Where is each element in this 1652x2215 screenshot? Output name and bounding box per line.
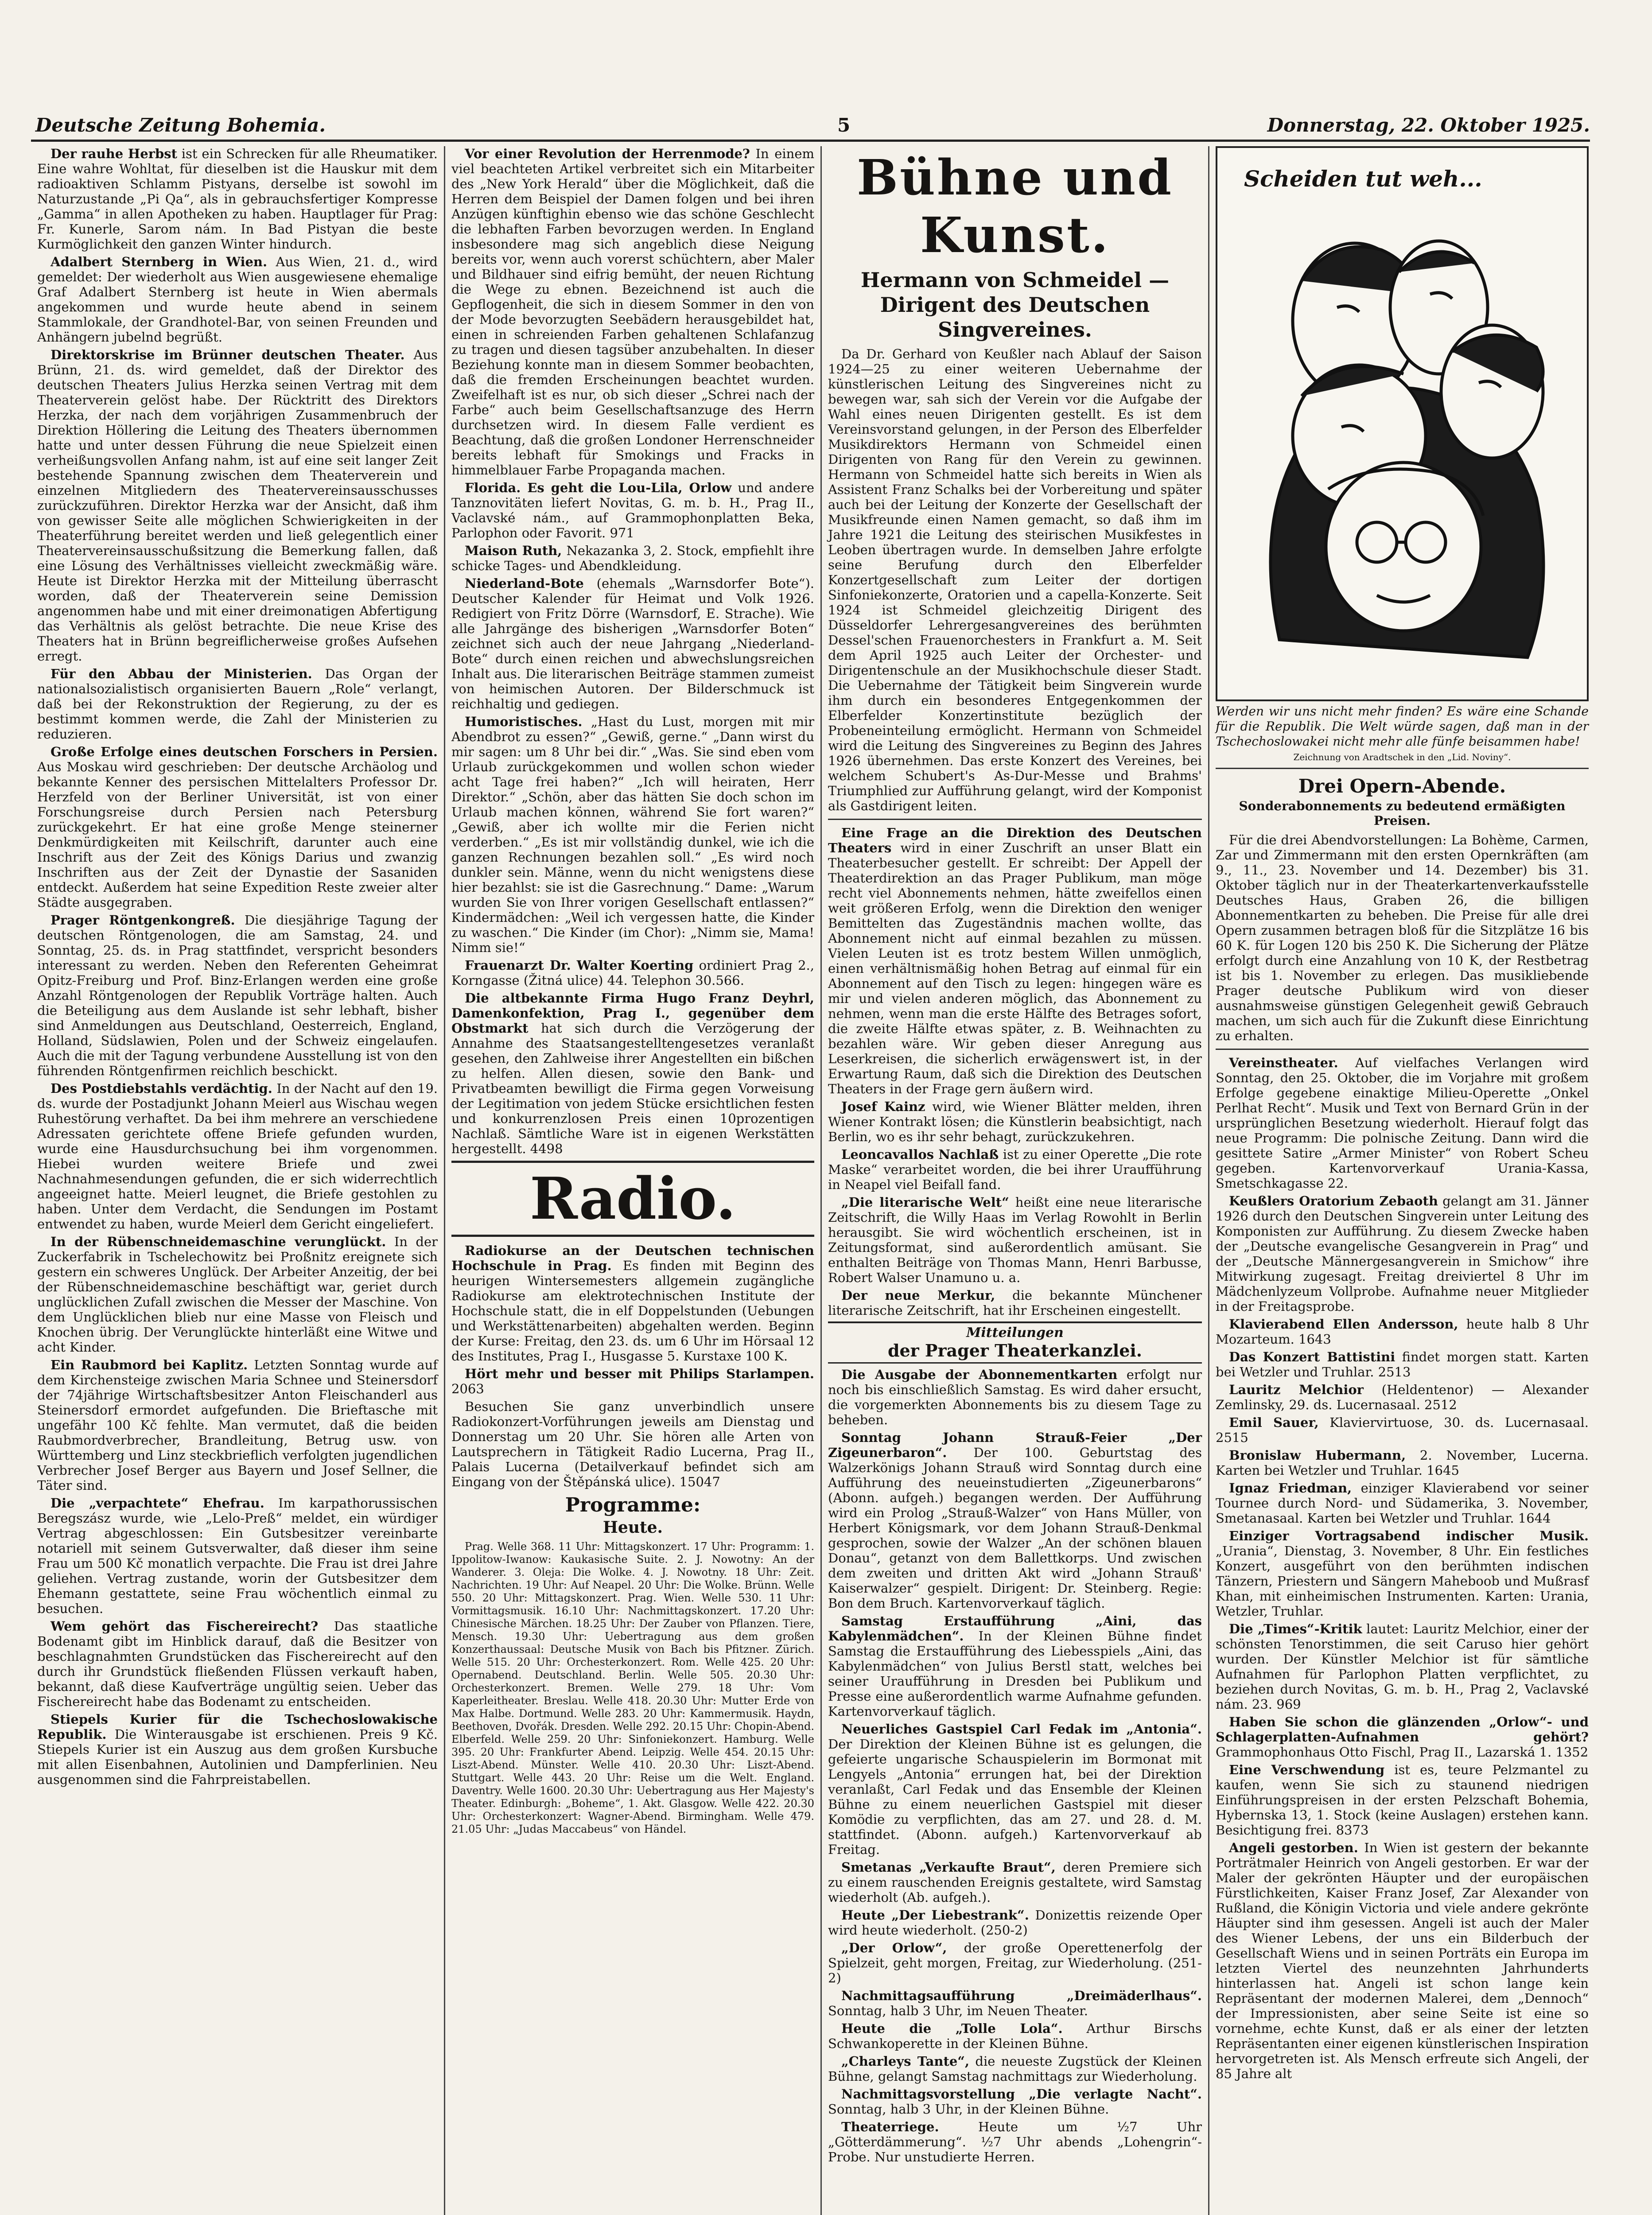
article (1216, 1762, 1589, 1838)
article-headline: Große Erfolge eines deutschen Forschers in Persien. (51, 744, 438, 759)
article-body: Der 100. Geburtstag des Walzerkönigs Johann Strauß wird Sonntag durch eine Aufführung des neueinstudierten „Zigeunerbarons“ (Abonn. aufgeh.) begangen werden. Der Aufführung wird ein Prolog „Strauß-Walzer“ von Hans Müller, von Herbert Königsmark, vor dem Johann Strauß-Denkmal gesprochen, sowie der Walzer „An der schönen blauen Donau“, getanzt von dem Ballettkorps. Und zwischen dem zweiten und dritten Akt wird „Johann Strauß' Kaiserwalzer“ gespielt. Dirigent: Dr. Steinberg. Regie: Bon dem Bruch. Kartenvorverkauf täglich. (828, 1445, 1202, 1611)
article-body: Das Organ der nationalsozialistisch organisierten Bauern „Role“ verlangt, daß bei der Rekonstruktion der Regierung, zu der es bestimmt kommen werde, die Zahl der Ministerien zu reduzieren. (37, 666, 438, 742)
article-headline: Heute die „Tolle Lola“. (841, 2021, 1063, 2036)
article-headline: Smetanas „Verkaufte Braut“, (841, 1860, 1056, 1875)
article (1216, 1415, 1589, 1445)
article (37, 1712, 438, 1787)
article (37, 347, 438, 664)
article (1216, 1840, 1589, 2081)
article-headline: Stiepels Kurier für die Tschechoslowakische Republik. (37, 1712, 438, 1742)
article-headline: Angeli gestorben. (1229, 1840, 1358, 1855)
article-headline: Die „verpachtete“ Ehefrau. (51, 1496, 264, 1511)
article (828, 1940, 1202, 1986)
article-body: Nekazanka 3, 2. Stock, empfiehlt ihre schicke Tages- und Abendkleidung. (451, 543, 814, 573)
article (451, 991, 814, 1156)
mitteilungen-title: Mitteilungen (966, 1325, 1064, 1341)
article (37, 744, 438, 910)
article-body: Die diesjährige Tagung der deutschen Röntgenologen, die am Samstag, 24. und Sonntag, 25. ds. in Prag stattfindet, verspricht besonders interessant zu werden. Neben den Referenten Geheimrat Opitz-Freiburg und Prof. Binz-Erlangen werden eine große Anzahl Röntgenologen der Republik Vorträge halten. Auch die Beteiligung aus dem Auslande ist sehr lebhaft, bisher sind Anmeldungen aus Deutschland, Oesterreich, England, Holland, Südslawien, Polen und der Schweiz eingelaufen. Auch die mit der Tagung verbundene Ausstellung ist von den führenden Röntgenfirmen reichlich beschickt. (37, 913, 438, 1078)
article-headline: Vor einer Revolution der Herrenmode? (465, 146, 750, 161)
article-body: findet morgen statt. Karten bei Wetzler und Truhlar. 2513 (1216, 1349, 1589, 1380)
article (828, 1430, 1202, 1611)
article-headline: Eine Verschwendung (1229, 1762, 1385, 1777)
article-headline: Heute „Der Liebestrank“. (841, 1908, 1029, 1923)
article-body: Das staatliche Bodenamt gibt im Hinblick darauf, daß die Besitzer von beschlagnahmten Grundstücken das Fischereirecht auf den durch ihr Grundstück fließenden Flüssen verkauft haben, bekannt, daß diese Kaufverträge ungültig seien. Ueber das Fischereirecht habe das Bodenamt zu entscheiden. (37, 1619, 438, 1709)
article-body: ist es, teure Pelzmantel zu kaufen, wenn Sie sich zu staunend niedrigen Einführungspreisen in der ersten Pelzschaft Bohemia, Hybernska 13, 1. Stock (keine Auslagen) erstehen kann. Besichtigung frei. 8373 (1216, 1762, 1589, 1838)
article-headline: Sonntag Johann Strauß-Feier „Der Zigeunerbaron“. (828, 1430, 1202, 1460)
article-body: heute halb 8 Uhr Mozarteum. 1643 (1216, 1317, 1589, 1347)
masthead-title: Deutsche Zeitung Bohemia. (35, 114, 326, 136)
article-headline: Das Konzert Battistini (1229, 1349, 1395, 1364)
article-body: (Heldentenor) — Alexander Zemlinsky, 29. ds. Lucernasaal. 2512 (1216, 1382, 1589, 1412)
article-body: der große Operettenerfolg der Spielzeit, geht morgen, Freitag, zur Wiederholung. (251-2) (828, 1940, 1202, 1986)
article-headline: Klavierabend Ellen Andersson, (1229, 1317, 1458, 1332)
article-body: Arthur Birschs Schwankoperette in der Kleinen Bühne. (828, 2021, 1202, 2051)
article-body: Aus Moskau wird geschrieben: Der deutsche Archäolog und bekannte Kenner des persischen Mittelalters Professor Dr. Herzfeld von der Berliner Universität, ist von einer Forschungsreise durch Persien nach Petersburg zurückgekehrt. Er hat eine große Menge steinerner Denkmürdigkeiten mit Keilschrift, darunter auch eine Inschrift aus der Zeit des Königs Darius und zwanzig Inschriften aus der Zeit der Dynastie der Sasaniden entdeckt. Außerdem hat seine Expedition Reste zweier alter Städte ausgegraben. (37, 759, 438, 910)
radio-intro: Radiokurse an der Deutschen technischen Hochschule in Prag. Es finden mit Beginn des heurigen Wintersemesters allgemein zugängliche Radiokurse am elektrotechnischen Institute der Hochschule statt, die in elf Doppelstunden (Uebungen und Werkstättenarbeiten) abgehalten werden. Beginn der Kurse: Freitag, den 23. ds. um 6 Uhr im Hörsaal 12 des Institutes, Prag I., Husgasse 5. Kurstaxe 100 K. (451, 1243, 814, 1364)
article-headline: Humoristisches. (465, 714, 583, 729)
article-headline: Emil Sauer, (1229, 1415, 1319, 1430)
article-body: einziger Klavierabend vor seiner Tournee durch Nord- und Südamerika, 3. November, Smetanasaal. Karten bei Wetzler und Truhlar. 1644 (1216, 1481, 1589, 1526)
article-body: erfolgt nur noch bis einschließlich Samstag. Es wird daher ersucht, die vorgemerkten Abonnements bis zu diesem Tage zu beheben. (828, 1367, 1202, 1427)
article (37, 1619, 438, 1709)
section-title-buehne: Bühne und Kunst. (856, 149, 1174, 264)
article-headline: Samstag Erstaufführung „Aini, das Kabylenmädchen“. (828, 1613, 1202, 1644)
opera-box-subtitle: Sonderabonnements zu bedeutend ermäßigten Preisen. (1239, 799, 1566, 828)
article-body: In der Zuckerfabrik in Tschelechowitz bei Proßnitz ereignete sich gestern ein schweres Unglück. Der Arbeiter Anzeitig, der bei der Rübenschneidemaschine beschäftigt war, geriet durch unglücklichen Zufall zwischen die Messer der Maschine. Von dem Unglücklichen blieb nur eine Masse von Fleisch und Knochen übrig. Der Verunglückte hinterläßt eine Witwe und acht Kinder. (37, 1234, 438, 1355)
article (1216, 1528, 1589, 1619)
article-headline: Für den Abbau der Ministerien. (51, 666, 312, 681)
article (1216, 1382, 1589, 1412)
article (451, 146, 814, 478)
lead-article-title: Hermann von Schmeidel — Dirigent des Deutschen Singvereines. (860, 268, 1170, 342)
radio-section-title: Radio. (451, 1161, 814, 1237)
cartoon-drawing (1244, 206, 1563, 684)
article (451, 480, 814, 540)
article (1216, 1481, 1589, 1526)
column-2 (445, 146, 822, 2215)
article-headline: Niederland-Bote (465, 576, 584, 591)
article-headline: Haben Sie schon die glänzenden „Orlow“- und Schlagerplatten-Aufnahmen gehört? (1216, 1714, 1589, 1745)
article (1216, 1621, 1589, 1712)
article-headline: Nachmittagsaufführung „Dreimäderlhaus“. (841, 1988, 1202, 2003)
mitteilungen-header (828, 1321, 1202, 1364)
article-body: Aus Wien, 21. d., wird gemeldet: Der wiederholt aus Wien ausgewiesene ehemalige Graf Adalbert Sternberg ist heute in Wien abermals angekommen und wurde heute abend in seinem Stammlokale, der Grandhotel-Bar, von seinen Freunden und Anhängern jubelnd begrüßt. (37, 254, 438, 345)
article-headline: Der neue Merkur, (841, 1288, 995, 1303)
article (37, 1234, 438, 1355)
article-headline: Vereinstheater. (1229, 1055, 1338, 1070)
article-headline: Prager Röntgenkongreß. (51, 913, 235, 928)
article-headline: Keußlers Oratorium Zebaoth (1229, 1193, 1438, 1209)
article-body: lautet: Lauritz Melchior, einer der schönsten Tenorstimmen, die seit Caruso hier gehört wurden. Der Künstler Melchior ist für sämtliche Aufnahmen für Parlophon Platten verpflichtet, zu beziehen durch Novitas, G. m. b. H., Prag 2, Vaclavské nám. 23. 969 (1216, 1621, 1589, 1712)
article (828, 1195, 1202, 1285)
article-body: In der Nacht auf den 19. ds. wurde der Postadjunkt Johann Meierl aus Wischau wegen Ruhestörung verhaftet. Da bei ihm mehrere an verschiedene Adressaten gerichtete offene Briefe gefunden wurden, wurde eine Hausdurchsuchung bei ihm vorgenommen. Hiebei wurden weitere Briefe und zwei Nachnahmesendungen gefunden, die er sich widerrechtlich angeeignet hatte. Meierl leugnet, die Briefe gestohlen zu haben. Unter dem Verdacht, die Sendungen im Postamt entwendet zu haben, wurde Meierl dem Gericht eingeliefert. (37, 1081, 438, 1232)
article-body: In einem viel beachteten Artikel verbreitet sich ein Mitarbeiter des „New York Herald“ über die Möglichkeit, daß die Herren dem Beispiel der Damen folgen und bei ihren Anzügen künftighin ebenso wie das schöne Geschlecht die lebhaften Farben bevorzugen werden. In England insbesondere mag sich angeblich diese Neigung bereits vor, wenn auch vorerst schüchtern, aber Maler und Bildhauer sind eifrig bemüht, der neuen Richtung die Wege zu ebnen. Bezeichnend ist auch die Gepflogenheit, die sich in diesem Sommer in den von der Mode bevorzugten Seebädern herausgebildet hat, einen in schreienden Farben gehaltenen Schlafanzug zu tragen und diesen tagsüber anzubehalten. In dieser Beziehung konnte man in diesem Sommer beobachten, daß die fremden Erscheinungen beachtet wurden. Zweifelhaft ist es nur, ob sich dieser „Schrei nach der Farbe“ auch beim Gesellschaftsanzuge des Herrn durchsetzen wird. In diesem Falle verdient es Beachtung, daß die großen Londoner Herrenschneider bereits lebhaft für Smokings und Fracks in himmelblauer Farbe Propaganda machen. (451, 146, 814, 478)
page-number: 5 (837, 114, 851, 136)
article-headline: Der rauhe Herbst (51, 146, 177, 161)
article-body: und andere Tanznovitäten liefert Novitas, G. m. b. H., Prag II., Vaclavské nám., auf Grammophonplatten Beka, Parlophon oder Favorit. 971 (451, 480, 814, 540)
article-headline: „Charleys Tante“, (841, 2054, 970, 2069)
article (828, 1908, 1202, 1938)
article-body: Die Winterausgabe ist erschienen. Preis 9 Kč. Stiepels Kurier ist ein Auszug aus dem großen Kursbuche mit allen Eisenbahnen, Autolinien und Dampferlinien. Neu ausgenommen sind die Fahrpreistabellen. (37, 1727, 438, 1787)
article-body: Aus Brünn, 21. ds. wird gemeldet, daß der Direktor des deutschen Theaters Julius Herzka seinen Vertrag mit dem Theaterverein gelöst habe. Der Rücktritt des Direktors Herzka, der nach dem vorjährigen Zusammenbruch der Direktion Höllering die Leitung des Theaters übernommen hatte und unter dessen Führung die neue Spielzeit einen verheißungsvollen Anfang nahm, ist auf eine seit langer Zeit bestehende Spannung zwischen dem Theaterverein und einzelnen Mitgliedern des Theatervereinsausschusses zurückzuführen. Direktor Herzka war der Ansicht, daß ihm von gewisser Seite alle möglichen Schwierigkeiten in der Theaterführung bereitet werden und ließ gelegentlich einer Theatervereinsausschußsitzung die Bemerkung fallen, daß eine Lösung des Verhältnisses vielleicht zweckmäßig wäre. Heute ist Direktor Herzka mit der Mitteilung überrascht worden, daß der Theaterverein seine Demission angenommen habe und mit einer dreimonatigen Abfertigung das Verhältnis als gelöst betrachte. Die neue Krise des Theaters hat in Brünn begreiflicherweise großes Aufsehen erregt. (37, 347, 438, 664)
article-body: die bekannte Münchener literarische Zeitschrift, hat ihr Erscheinen eingestellt. (828, 1288, 1202, 1318)
article (828, 1721, 1202, 1857)
article-body: Im karpathorussischen Beregszász wurde, wie „Lelo-Preß“ meldet, ein würdiger Vertrag abgeschlossen: Ein Gutsbesitzer vereinbarte notariell mit seinem Gutsverwalter, daß dieser ihm seine Frau um 500 Kč monatlich verpachte. Die Frau ist drei Jahre geliehen. Vertrag zustande, worin der Gutsbesitzer dem Ehemann gestattete, seine Frau wöchentlich einmal zu besuchen. (37, 1496, 438, 1616)
article-headline: In der Rübenschneidemaschine verunglückt. (51, 1234, 386, 1249)
article-headline: Die Ausgabe der Abonnementkarten (841, 1367, 1118, 1382)
mitteilungen-articles (828, 1367, 1202, 2164)
article (451, 576, 814, 711)
article (37, 146, 438, 252)
article-body: Der Direktion der Kleinen Bühne ist es gelungen, die gefeierte ungarische Schauspielerin im Bormonat mit Lengyels „Antonia“ errungen hat, bei der Direktion veranlaßt, Carl Fedak und das Ensemble der Kleinen Bühne zu einem neuerlichen Gastspiel mit dieser Komödie zu verpflichten, das am 27. und 28. d. M. stattfindet. (Abonn. aufgeh.) Kartenvorverkauf ab Freitag. (828, 1737, 1202, 1857)
article-body: die neueste Zugstück der Kleinen Bühne, gelangt Samstag nachmittags zur Wiederholung. (828, 2054, 1202, 2084)
article (37, 1496, 438, 1616)
cartoon-title: Scheiden tut weh... (1244, 166, 1482, 192)
article (828, 2054, 1202, 2084)
article-body: Heute um ½7 Uhr „Götterdämmerung“. ½7 Uhr abends „Lohengrin“-Probe. Nur unstudierte Herren. (828, 2119, 1202, 2164)
article-headline: Josef Kainz (841, 1099, 925, 1114)
article-headline: Florida. Es geht die Lou-Lila, Orlow (465, 480, 732, 495)
mitteilungen-subtitle: der Prager Theaterkanzlei. (887, 1341, 1143, 1360)
article (1216, 1193, 1589, 1314)
divider (1216, 1049, 1589, 1050)
article (828, 1613, 1202, 1719)
divider (1216, 768, 1589, 769)
article (828, 2087, 1202, 2117)
article-body: „Urania“, Dienstag, 3. November, 8 Uhr. Ein festliches Konzert, ausgeführt von den berühmten indischen Tänzern, Priestern und Sängern Maheboob und Mußrasf Khan, mit einheimischen Instrumenten. Karten: Urania, Wetzler, Truhlar. (1216, 1543, 1589, 1619)
article-headline: Frauenarzt Dr. Walter Koerting (465, 958, 694, 973)
article-headline: Wem gehört das Fischereirecht? (51, 1619, 319, 1634)
article-headline: Leoncavallos Nachlaß (841, 1147, 999, 1162)
column-3 (822, 146, 1209, 2215)
article (451, 714, 814, 955)
radio-philips: Hört mehr und besser mit Philips Starlampen. 2063 (451, 1366, 814, 1396)
article-body: 2. November, Lucerna. Karten bei Wetzler und Truhlar. 1645 (1216, 1448, 1589, 1478)
article (1216, 1349, 1589, 1380)
article (37, 666, 438, 742)
article-body: wird in einer Zuschrift an unser Blatt ein Theaterbesucher gestellt. Er schreibt: Der Appell der Theaterdirektion an das Prager Publikum, man möge recht viel Abonnements nehmen, hätte zweifellos einen weit größeren Erfolg, wenn die Direktion den weniger Bemittelten das Zugeständnis machen wollte, das Abonnement nicht auf einmal bezahlen zu müssen. Vielen Leuten ist es trotz bestem Willen unmöglich, einen verhältnismäßig hohen Betrag auf einmal für ein Abonnement auf den Tisch zu legen: hingegen wäre es mir und vielen anderen möglich, das Abonnement zu nehmen, wenn man die erste Hälfte des Betrages sofort, die zweite Hälfte etwas später, z. B. Weihnachten zu bezahlen wäre. Wir geben dieser Anregung aus Leserkreisen, die sicherlich erwägenswert ist, in der Erwartung Raum, daß sich die Direktion des Deutschen Theaters in der Frage gern äußern wird. (828, 840, 1202, 1096)
article-headline: Einziger Vortragsabend indischer Musik. (1229, 1528, 1589, 1543)
article (828, 1147, 1202, 1192)
divider (828, 819, 1202, 820)
article-headline: Adalbert Sternberg in Wien. (51, 254, 268, 269)
article (828, 1288, 1202, 1318)
column-4-articles (1216, 1055, 1589, 2081)
article-headline: Die „Times“-Kritik (1229, 1621, 1362, 1636)
article-headline: Maison Ruth, (465, 543, 562, 558)
article-headline: Neuerliches Gastspiel Carl Fedak im „Antonia“. (841, 1721, 1202, 1737)
article (451, 543, 814, 573)
article-body: In der Kleinen Bühne findet Samstag die Erstaufführung des Liebesspiels „Aini, das Kabylenmädchen“ von Julius Berstl statt, welches bei seiner Uraufführung in Dresden bei Publikum und Presse eine außerordentlich warme Aufnahme gefunden. Kartenvorverkauf täglich. (828, 1628, 1202, 1719)
article-body: deren Premiere sich zu einem rauschenden Ereignis gestaltete, wird Samstag wiederholt (Ab. aufgeh.). (828, 1860, 1202, 1905)
article-headline: „Der Orlow“, (841, 1940, 947, 1955)
article-body: heißt eine neue literarische Zeitschrift, die Willy Haas im Verlag Rowohlt in Berlin herausgibt. Sie wird wöchentlich erscheinen, ist in Zeitungsformat, sind außerordentlich amüsant. Sie enthalten Beiträge von Thomas Mann, Henri Barbusse, Robert Walser Unamuno u. a. (828, 1195, 1202, 1285)
article (451, 958, 814, 988)
article-body: „Hast du Lust, morgen mit mir Abendbrot zu essen?“ „Gewiß, gerne.“ „Dann wirst du mir sagen: um 8 Uhr bei dir.“ „Was. Sie sind eben vom Urlaub zurückgekommen und wollen schon wieder acht Tage frei haben?“ „Ich will heiraten, Herr Direktor.“ „Schön, aber das hätten Sie doch schon im Urlaub machen können, während Sie fort waren?“ „Gewiß, aber ich wollte mir die Ferien nicht verderben.“ „Es ist mir vollständig dunkel, wie ich die ganzen Rechnungen bezahlen soll.“ „Es wird noch dunkler sein. Männe, wenn du nicht wenigstens diese hier bezahlst: sie ist die Gasrechnung.“ Dame: „Warum wurden Sie von Ihrer vorigen Gesellschaft entlassen?“ Kindermädchen: „Weil ich vergessen hatte, die Kinder zu waschen.“ Die Kinder (im Chor): „Nimm sie, Mama! Nimm sie!“ (451, 714, 814, 955)
article-body: Auf vielfaches Verlangen wird Sonntag, den 25. Oktober, die im Vorjahre mit großem Erfolge gegebene einaktige Milieu-Operette „Onkel Perlhat Recht“. Musik und Text von Bernard Grün in der ursprünglichen Besetzung wiederholt. Hierauf folgt das neue Programm: Die polnische Zeitung. Dann wird die gesittete Satire „Armer Minister“ von Robert Scheu gegeben. Kartenvorverkauf Urania-Kassa, Smetschkagasse 22. (1216, 1055, 1589, 1191)
column-1 (31, 146, 445, 2215)
article-body: Sonntag, halb 3 Uhr, in der Kleinen Bühne. (828, 2102, 1109, 2117)
article-body: ist ein Schrecken für alle Rheumatiker. Eine wahre Wohltat, für dieselben ist die Hauskur mit dem radioaktiven Schlamm Pistyans, derselbe ist sowohl im Naturzustande „Pi Qa“, als in gebrauchsfertiger Kompresse „Gamma“ in allen Apotheken zu haben. Hauptlager für Prag: Fr. Kunerle, Sarom nám. In Bad Pistyan die beste Kurmöglichkeit den ganzen Winter hindurch. (37, 146, 438, 252)
article (1216, 1055, 1589, 1191)
opera-box-text: Für die drei Abendvorstellungen: La Bohème, Carmen, Zar und Zimmermann mit den ersten Opernkräften (am 9., 11., 23. November und 14. Dezember) bis 31. Oktober täglich nur in der Theaterkartenverkaufsstelle Deutsches Haus, Graben 26, die billigen Abonnementkarten zu beheben. Die Preise für alle drei Opern zusammen betragen bloß für die Sitzplätze 16 bis 60 K. für Logen 120 bis 250 K. Die Sicherung der Plätze erfolgt durch eine Anzahlung von 10 K, der Restbetrag ist bis 1. November zu erlegen. Das musikliebende Prager deutsche Publikum wird von dieser ausnahmsweise günstigen Gelegenheit gewiß Gebrauch machen, um sich auch für die Zukunft diese Einrichtung zu erhalten. (1216, 832, 1589, 1043)
article (828, 2119, 1202, 2164)
masthead (31, 104, 1590, 142)
article-headline: Des Postdiebstahls verdächtig. (51, 1081, 272, 1096)
article (828, 825, 1202, 1096)
article (828, 1988, 1202, 2018)
column-3-articles (828, 825, 1202, 1318)
article (37, 913, 438, 1078)
article (1216, 1448, 1589, 1478)
cartoon (1216, 146, 1589, 701)
article-body: (ehemals „Warnsdorfer Bote“). Deutscher Kalender für Heimat und Volk 1926. Redigiert von Fritz Dörre (Warnsdorf, E. Strache). Wie alle Jahrgänge des bisherigen „Warnsdorfer Boten“ zeichnet sich auch der neue Jahrgang „Niederland-Bote“ durch einen reichen und abwechslungsreichen Inhalt aus. Die literarischen Beiträge stammen zumeist von heimischen Autoren. Der Bilderschmuck ist reichhaltig und gediegen. (451, 576, 814, 711)
article-body: gelangt am 31. Jänner 1926 durch den Deutschen Singverein unter Leitung des Komponisten zur Aufführung. Zu diesem Zwecke haben der „Deutsche evangelische Gesangverein in Prag“ und der „Deutsche Männergesangverein in Smichow“ ihre Mitwirkung zugesagt. Freitag dreiviertel 8 Uhr im Mädchenlyzeum Vollprobe. Aufnahme neuer Mitglieder in der Freitagsprobe. (1216, 1193, 1589, 1314)
article (828, 2021, 1202, 2051)
programme-listing: Prag. Welle 368. 11 Uhr: Mittagskonzert. 17 Uhr: Programm: 1. Ippolitow-Iwanow: Kaukasische Suite. 2. J. Nowotny: An der Wanderer. 3. Oleja: Die Wolke. 4. J. Nowotny. 18 Uhr: Zeit. Nachrichten. 19 Uhr: Auf Neapel. 20 Uhr: Die Wolke. Brünn. Welle 550. 20 Uhr: Mittagskonzert. Prag. Wien. Welle 530. 11 Uhr: Vormittagsmusik. 16.10 Uhr: Nachmittagskonzert. 17.20 Uhr: Chinesische Märchen. 18.25 Uhr: Der Zauber von Pflanzen. Tiere, Mensch. 19.30 Uhr: Uebertragung aus dem großen Konzerthaussaal: Deutsche Musik von Bach bis Pfitzner. Zürich. Welle 515. 20 Uhr: Orchesterkonzert. Rom. Welle 425. 20 Uhr: Opernabend. Deutschland. Berlin. Welle 505. 20.30 Uhr: Orchesterkonzert. Bremen. Welle 279. 18 Uhr: Vom Kaperleitheater. Breslau. Welle 418. 20.30 Uhr: Mutter Erde von Max Halbe. Dortmund. Welle 283. 20 Uhr: Kammermusik. Haydn, Beethoven, Dvořák. Dresden. Welle 292. 20.15 Uhr: Chopin-Abend. Elberfeld. Welle 259. 20 Uhr: Sinfoniekonzert. Hamburg. Welle 395. 20 Uhr: Frankfurter Abend. Leipzig. Welle 454. 20.15 Uhr: Liszt-Abend. Münster. Welle 410. 20.30 Uhr: Liszt-Abend. Stuttgart. Welle 443. 20 Uhr: Reise um die Welt. England. Daventry. Welle 1600. 20.30 Uhr: Uebertragung aus Her Majesty's Theater. Edinburgh: „Boheme“, 1. Akt. Glasgow. Welle 422. 20.30 Uhr: Orchesterkonzert: Wagner-Abend. Birmingham. Welle 479. 21.05 Uhr: „Judas Maccabeus“ von Händel. (451, 1540, 815, 1835)
article-body: In Wien ist gestern der bekannte Porträtmaler Heinrich von Angeli gestorben. Er war der Maler der gekrönten Häupter und der europäischen Fürstlichkeiten, Kaiser Franz Josef, Zar Alexander von Rußland, die Königin Victoria und viele andere gekrönte Häupter sind ihm gesessen. Angeli ist auch der Maler des Wiener Lebens, der uns ein Bilderbuch der Gesellschaft Wiens und in seinen Porträts ein Europa im letzten Viertel des neunzehnten Jahrhunderts hinterlassen hat. Angeli ist schon lange kein Repräsentant der modernen Malerei, dem „Dennoch“ der Impressionisten, aber seine Seite ist eine so vornehme, echte Kunst, daß er als einer der letzten Repräsentanten einer eigenen künstlerischen Inspiration hervorgetreten ist. Als Mensch erfreute sich Angeli, der 85 Jahre alt (1216, 1840, 1589, 2081)
article-headline: Lauritz Melchior (1229, 1382, 1364, 1397)
programme-subtitle: Heute. (602, 1518, 663, 1537)
article (37, 1357, 438, 1493)
article-headline: Direktorskrise im Brünner deutschen Theater. (51, 347, 405, 362)
cartoon-caption: Werden wir uns nicht mehr finden? Es wäre eine Schande für die Republik. Die Welt würde sagen, daß man in der Tschechoslowakei nicht mehr alle fünfe beisammen habe! (1216, 704, 1589, 749)
column-2-articles (451, 146, 814, 1156)
article-headline: Nachmittagsvorstellung „Die verlagte Nacht“. (841, 2087, 1202, 2102)
radio-lucerna: Besuchen Sie ganz unverbindlich unsere Radiokonzert-Vorführungen jeweils am Dienstag und Donnerstag um 20 Uhr. Sie hören alle Arten von Lautsprechern in Tätigkeit Radio Lucerna, Prag II., Palais Lucerna (Detailverkauf befindet sich am Eingang von der Štěpánská ulice). 15047 (451, 1399, 814, 1489)
article-body: Donizettis reizende Oper wird heute wiederholt. (250-2) (828, 1908, 1202, 1938)
article-headline: „Die literarische Welt“ (841, 1195, 1009, 1210)
article-body: hat sich durch die Verzögerung der Annahme des Staatsangestelltengesetzes veranlaßt gesehen, den Zahlweise ihrer Angestellten ein bißchen zu helfen. Allen diesen, sowie den Bank- und Privatbeamten bewilligt die Firma gegen Vorweisung der Legitimation von jedem Stücke ersichtlichen festen und konkurrenzlosen Preis einen 10prozentigen Nachlaß. Sämtliche Ware ist in eigenen Werkstätten hergestellt. 4498 (451, 1021, 814, 1156)
column-4 (1209, 146, 1595, 2215)
article-headline: Theaterriege. (841, 2119, 939, 2134)
opera-box-title: Drei Opern-Abende. (1298, 775, 1506, 797)
article (828, 1099, 1202, 1144)
article (37, 1081, 438, 1232)
masthead-date: Donnerstag, 22. Oktober 1925. (1267, 114, 1590, 136)
programme-title: Programme: (565, 1494, 701, 1516)
article-body: Sonntag, halb 3 Uhr, im Neuen Theater. (828, 2003, 1088, 2018)
article-body: Klaviervirtuose, 30. ds. Lucernasaal. 2515 (1216, 1415, 1589, 1445)
article-headline: Die altbekannte Firma Hugo Franz Deyhrl, Damenkonfektion, Prag I., gegenüber dem Obstmarkt (451, 991, 814, 1036)
article (1216, 1714, 1589, 1760)
cartoon-credit: Zeichnung von Aradtschek in den „Lid. Noviny“. (1293, 752, 1511, 762)
article (37, 254, 438, 345)
article (828, 1367, 1202, 1427)
article (828, 1860, 1202, 1905)
article-body: ordiniert Prag 2., Korngasse (Žitná ulice) 44. Telephon 30.566. (451, 958, 814, 988)
article-headline: Bronislaw Hubermann, (1229, 1448, 1406, 1463)
article-body: ist zu einer Operette „Die rote Maske“ verarbeitet worden, die bei ihrer Uraufführung in Neapel viel Beifall fand. (828, 1147, 1202, 1192)
article-headline: Eine Frage an die Direktion des Deutschen Theaters (828, 825, 1202, 855)
article-body: Grammophonhaus Otto Fischl, Prag II., Lazarská 1. 1352 (1216, 1745, 1589, 1760)
article-headline: Ein Raubmord bei Kaplitz. (51, 1357, 248, 1372)
article-body: wird, wie Wiener Blätter melden, ihren Wiener Kontrakt lösen; die Künstlerin beabsichtigt, nach Berlin, wo es ihr sehr behagt, zurückzukehren. (828, 1099, 1202, 1144)
lead-article-body: Da Dr. Gerhard von Keußler nach Ablauf der Saison 1924—25 zu einer weiteren Uebernahme der künstlerischen Leitung des Singvereines nicht zu bewegen war, sah sich der Verein vor die Aufgabe der Wahl eines neuen Dirigenten gestellt. Es ist dem Vereinsvorstand gelungen, in der Person des Elberfelder Musikdirektors Hermann von Schmeidel einen Dirigenten von Rang für den Verein zu gewinnen. Hermann von Schmeidel hatte sich bereits in Wien als Assistent Franz Schalks bei der Vorbereitung und später auch bei der Leitung der Konzerte der Gesellschaft der Musikfreunde einen Namen gemacht, so daß ihm im Jahre 1921 die Leitung des steirischen Musikfestes in Leoben übertragen wurde. In demselben Jahre erfolgte seine Berufung durch den Elberfelder Konzertgesellschaft zum Leiter der dortigen Sinfoniekonzerte, Oratorien und a capella-Konzerte. Seit 1924 ist Schmeidel gleichzeitig Dirigent des Düsseldorfer Lehrergesangvereines des berühmten Dessel'schen Frauenorchesters in Frankfurt a. M. Seit dem April 1925 auch Leiter der Orchester- und Dirigentenschule an der Musikhochschule dieser Stadt. Die Uebernahme der Tätigkeit beim Singverein wurde ihm durch ein besonderes Entgegenkommen der Elberfelder Konzertinstitute bezüglich der Probeneinteilung ermöglicht. Hermann von Schmeidel wird die Leitung des Singvereines zu Beginn des Jahres 1926 übernehmen. Das erste Konzert des Vereines, bei welchem Schubert's As-Dur-Messe und Brahms' Triumphlied zur Aufführung gelangt, wird der Komponist als Gastdirigent leiten. (828, 346, 1202, 813)
article-body: Letzten Sonntag wurde auf dem Kirchensteige zwischen Maria Schnee und Steinersdorf der 74jährige Wirtschaftsbesitzer Anton Fleischanderl aus Steinersdorf ermordet aufgefunden. Die Brieftasche mit ungefähr 100 Kč fehlte. Man vermutet, daß die beiden Raubmordverbrecher, Brandleitung, Betrug usw. von Württemberg und Linz steckbrieflich verfolgten jugendlichen Verbrecher Josef Berger aus Bayern und Josef Sellner, die Täter sind. (37, 1357, 438, 1493)
article-headline: Ignaz Friedman, (1229, 1481, 1352, 1496)
article (1216, 1317, 1589, 1347)
